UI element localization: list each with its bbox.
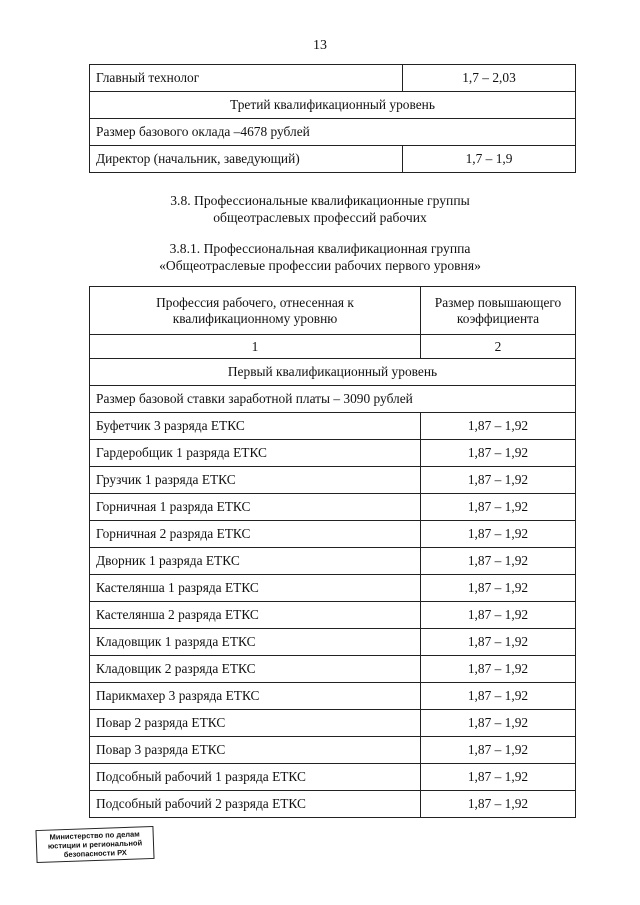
- profession-cell: Кладовщик 2 разряда ЕТКС: [90, 656, 421, 683]
- base-salary-cell: Размер базового оклада –4678 рублей: [90, 119, 576, 146]
- table-row: [90, 119, 576, 146]
- header-profession: [90, 287, 421, 335]
- profession-rows: [90, 413, 576, 818]
- table-row: [90, 548, 576, 575]
- column-number-1: 1: [90, 335, 421, 359]
- table-row: [90, 440, 576, 467]
- column-number-2: 2: [421, 335, 576, 359]
- coefficient-cell: 1,87 – 1,92: [421, 413, 576, 440]
- stamp-line3: безопасности РХ: [63, 847, 127, 860]
- coefficient-cell: 1,87 – 1,92: [421, 629, 576, 656]
- subsection-heading: [0, 240, 640, 274]
- section-heading: [0, 192, 640, 226]
- table-row: [90, 386, 576, 413]
- page-number: 13: [313, 38, 327, 53]
- profession-cell: Дворник 1 разряда ЕТКС: [90, 548, 421, 575]
- coefficient-cell: 1,87 – 1,92: [421, 575, 576, 602]
- table-row: [90, 359, 576, 386]
- coefficient-cell: 1,87 – 1,92: [421, 656, 576, 683]
- table-row: [90, 629, 576, 656]
- coefficient-cell: 1,87 – 1,92: [421, 710, 576, 737]
- coefficient-cell: 1,87 – 1,92: [421, 548, 576, 575]
- table-row: [90, 602, 576, 629]
- profession-cell: Повар 2 разряда ЕТКС: [90, 710, 421, 737]
- profession-cell: Парикмахер 3 разряда ЕТКС: [90, 683, 421, 710]
- table-row: [90, 413, 576, 440]
- header-coefficient-line1: Размер повышающего: [434, 294, 562, 310]
- qualification-level-cell: Первый квалификационный уровень: [90, 359, 576, 386]
- stamp-line1: Министерство по делам: [49, 829, 140, 842]
- profession-cell: Подсобный рабочий 2 разряда ЕТКС: [90, 791, 421, 818]
- table-row: [90, 764, 576, 791]
- profession-cell: Грузчик 1 разряда ЕТКС: [90, 467, 421, 494]
- table-header-row: [90, 287, 576, 335]
- qualification-level-cell: Третий квалификационный уровень: [90, 92, 576, 119]
- header-profession-line2: квалификационному уровню: [172, 310, 338, 326]
- table-row: [90, 683, 576, 710]
- profession-cell: Горничная 1 разряда ЕТКС: [90, 494, 421, 521]
- table-row: [90, 737, 576, 764]
- table-row: [90, 494, 576, 521]
- table-row: [90, 467, 576, 494]
- coefficient-cell: 1,87 – 1,92: [421, 494, 576, 521]
- profession-cell: Директор (начальник, заведующий): [90, 146, 403, 173]
- header-coefficient: [421, 287, 576, 335]
- coefficient-cell: 1,7 – 1,9: [403, 146, 576, 173]
- stamp-line2: юстиции и региональной: [47, 838, 143, 851]
- header-profession-line1: Профессия рабочего, отнесенная к: [156, 294, 354, 310]
- subsection-heading-line1: 3.8.1. Профессиональная квалификационная группа: [169, 241, 471, 256]
- coefficient-cell: 1,87 – 1,92: [421, 602, 576, 629]
- section-heading-line1: 3.8. Профессиональные квалификационные группы: [170, 193, 470, 208]
- coefficient-cell: 1,87 – 1,92: [421, 791, 576, 818]
- coefficient-cell: 1,87 – 1,92: [421, 764, 576, 791]
- table-row: [90, 521, 576, 548]
- column-number-row: [90, 335, 576, 359]
- profession-cell: Главный технолог: [90, 65, 403, 92]
- profession-cell: Подсобный рабочий 1 разряда ЕТКС: [90, 764, 421, 791]
- coefficient-cell: 1,87 – 1,92: [421, 467, 576, 494]
- table-row: [90, 656, 576, 683]
- coefficient-cell: 1,87 – 1,92: [421, 737, 576, 764]
- salary-table-main: [89, 286, 576, 818]
- coefficient-cell: 1,87 – 1,92: [421, 440, 576, 467]
- ministry-stamp: [35, 826, 154, 863]
- table-row: [90, 146, 576, 173]
- profession-cell: Кастелянша 1 разряда ЕТКС: [90, 575, 421, 602]
- salary-table-top: [89, 64, 576, 173]
- coefficient-cell: 1,7 – 2,03: [403, 65, 576, 92]
- profession-cell: Гардеробщик 1 разряда ЕТКС: [90, 440, 421, 467]
- subsection-heading-line2: «Общеотраслевые профессии рабочих первого уровня»: [159, 258, 481, 273]
- profession-cell: Кастелянша 2 разряда ЕТКС: [90, 602, 421, 629]
- coefficient-cell: 1,87 – 1,92: [421, 683, 576, 710]
- base-rate-cell: Размер базовой ставки заработной платы – 3090 рублей: [90, 386, 576, 413]
- profession-cell: Горничная 2 разряда ЕТКС: [90, 521, 421, 548]
- profession-cell: Повар 3 разряда ЕТКС: [90, 737, 421, 764]
- table-row: [90, 710, 576, 737]
- table-row: [90, 791, 576, 818]
- header-coefficient-line2: коэффициента: [456, 310, 540, 326]
- coefficient-cell: 1,87 – 1,92: [421, 521, 576, 548]
- profession-cell: Кладовщик 1 разряда ЕТКС: [90, 629, 421, 656]
- section-heading-line2: общеотраслевых профессий рабочих: [213, 210, 427, 225]
- profession-cell: Буфетчик 3 разряда ЕТКС: [90, 413, 421, 440]
- table-row: [90, 575, 576, 602]
- table-row: [90, 65, 576, 92]
- table-row: [90, 92, 576, 119]
